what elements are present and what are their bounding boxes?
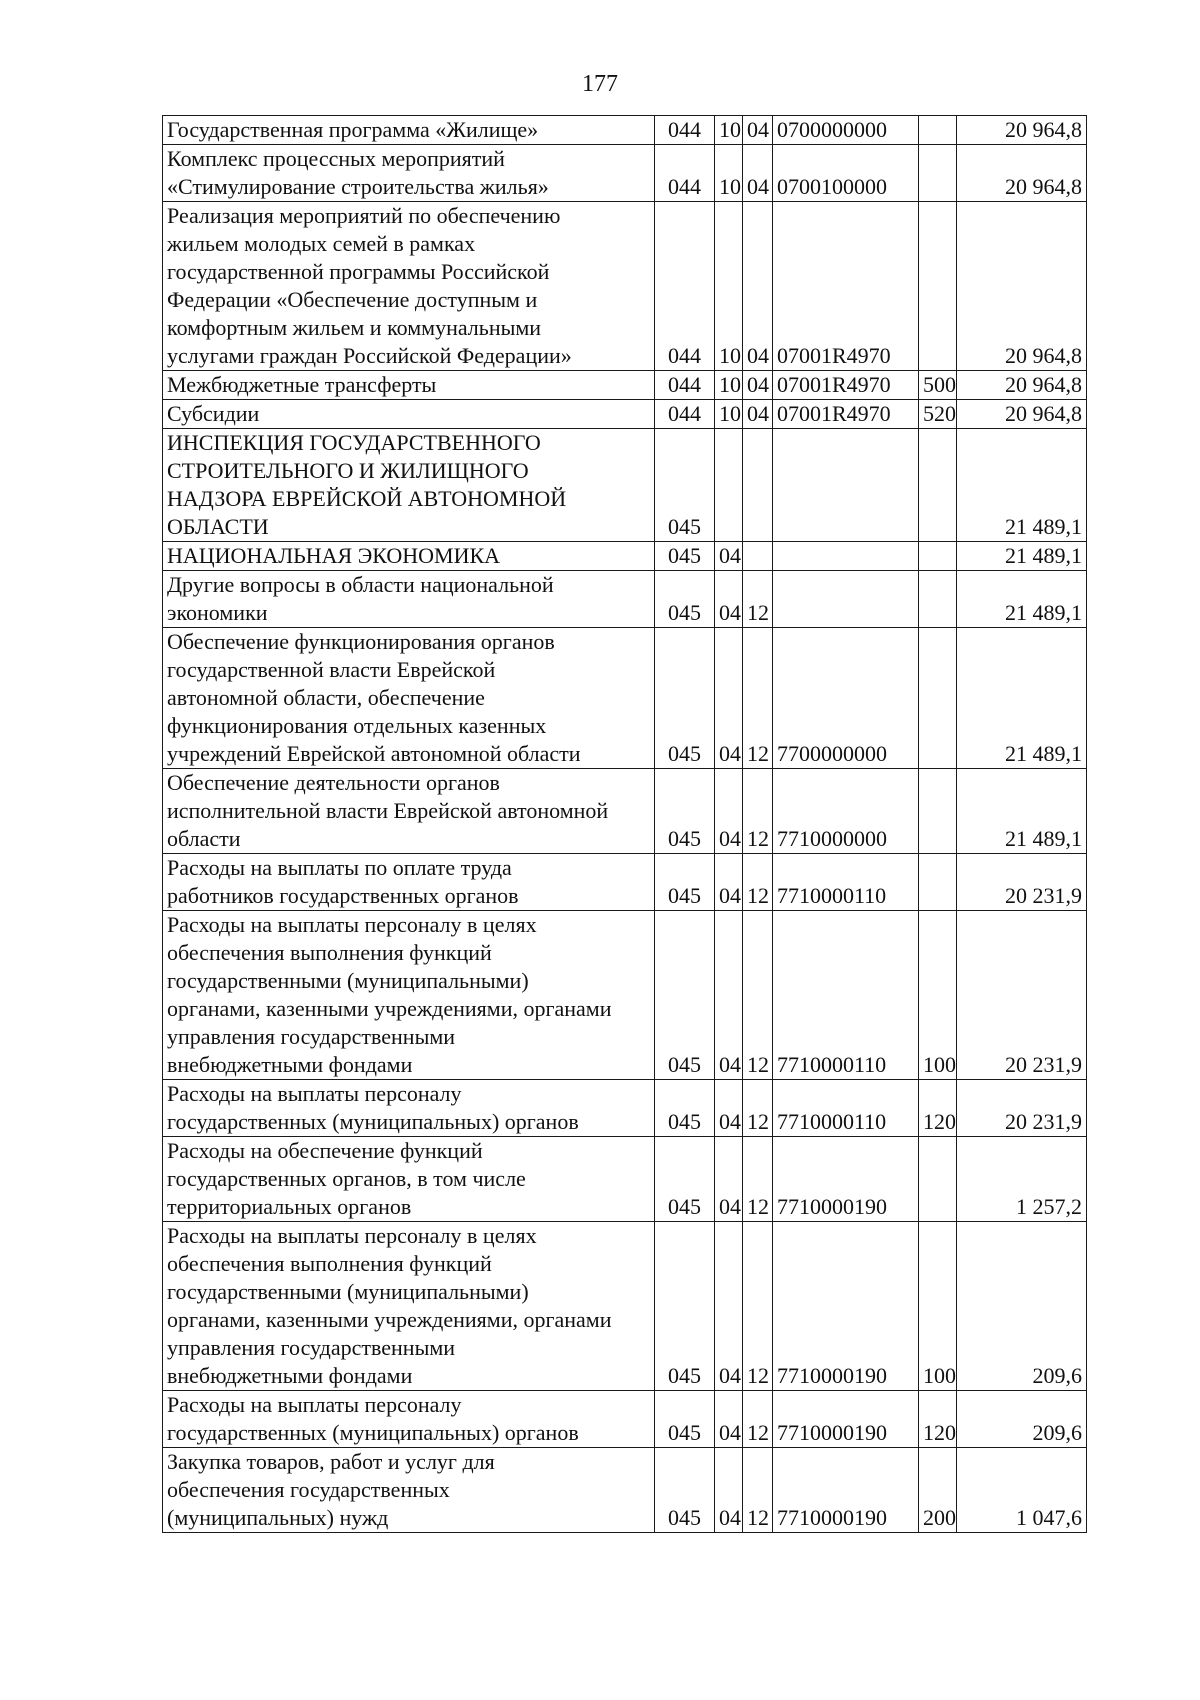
expense-type-cell: 520	[919, 400, 957, 429]
ministry-code-cell: 044	[655, 116, 715, 145]
ministry-code-cell: 044	[655, 400, 715, 429]
amount-cell: 20 964,8	[957, 116, 1087, 145]
ministry-code-cell: 045	[655, 571, 715, 628]
item-name-line: исполнительной власти Еврейской автономной	[167, 798, 609, 823]
item-name-line: территориальных органов	[167, 1194, 412, 1219]
target-article-cell: 07001R4970	[773, 202, 919, 371]
subsection-code-cell: 12	[743, 1391, 773, 1448]
ministry-code-cell: 045	[655, 854, 715, 911]
ministry-code-cell: 045	[655, 1391, 715, 1448]
amount-cell: 21 489,1	[957, 628, 1087, 769]
item-name-line: Межбюджетные трансферты	[167, 372, 437, 397]
item-name-line: комфортным жильем и коммунальными	[167, 315, 542, 340]
section-code-cell: 04	[715, 628, 743, 769]
amount-cell: 21 489,1	[957, 542, 1087, 571]
section-code-cell: 04	[715, 542, 743, 571]
target-article-cell: 7710000110	[773, 911, 919, 1080]
expense-type-cell: 120	[919, 1391, 957, 1448]
item-name-line: Субсидии	[167, 401, 260, 426]
section-code-cell: 04	[715, 769, 743, 854]
item-name-line: государственными (муниципальными)	[167, 1279, 529, 1304]
item-name-cell	[163, 371, 655, 400]
item-name-line: ИНСПЕКЦИЯ ГОСУДАРСТВЕННОГО	[167, 430, 541, 455]
item-name-line: Комплекс процессных мероприятий	[167, 146, 505, 171]
item-name-cell	[163, 571, 655, 628]
target-article-cell: 7710000190	[773, 1137, 919, 1222]
item-name-line: жильем молодых семей в рамках	[167, 231, 476, 256]
item-name-cell	[163, 542, 655, 571]
expense-type-cell	[919, 145, 957, 202]
table-row	[163, 116, 1087, 145]
target-article-cell: 7710000000	[773, 769, 919, 854]
item-name-line: экономики	[167, 600, 268, 625]
section-code-cell: 04	[715, 854, 743, 911]
section-code-cell: 04	[715, 1080, 743, 1137]
item-name-line: НАДЗОРА ЕВРЕЙСКОЙ АВТОНОМНОЙ	[167, 486, 567, 511]
ministry-code-cell: 044	[655, 145, 715, 202]
item-name-line: области	[167, 826, 241, 851]
amount-cell: 209,6	[957, 1391, 1087, 1448]
item-name-line: Расходы на выплаты персоналу	[167, 1081, 462, 1106]
expense-type-cell	[919, 429, 957, 542]
item-name-cell	[163, 1391, 655, 1448]
subsection-code-cell: 12	[743, 571, 773, 628]
table-row	[163, 371, 1087, 400]
subsection-code-cell: 12	[743, 1222, 773, 1391]
ministry-code-cell: 044	[655, 371, 715, 400]
table-row	[163, 1137, 1087, 1222]
item-name-cell	[163, 400, 655, 429]
item-name-line: государственными (муниципальными)	[167, 968, 529, 993]
amount-cell: 20 964,8	[957, 371, 1087, 400]
expense-type-cell	[919, 628, 957, 769]
section-code-cell: 04	[715, 911, 743, 1080]
amount-cell: 21 489,1	[957, 571, 1087, 628]
subsection-code-cell: 12	[743, 769, 773, 854]
item-name-line: Расходы на выплаты персоналу	[167, 1392, 462, 1417]
table-row	[163, 429, 1087, 542]
item-name-line: СТРОИТЕЛЬНОГО И ЖИЛИЩНОГО	[167, 458, 529, 483]
expense-type-cell: 100	[919, 911, 957, 1080]
target-article-cell: 7710000190	[773, 1448, 919, 1533]
item-name-line: обеспечения выполнения функций	[167, 1251, 492, 1276]
table-row	[163, 1448, 1087, 1533]
table-row	[163, 145, 1087, 202]
table-row	[163, 854, 1087, 911]
item-name-line: Реализация мероприятий по обеспечению	[167, 203, 561, 228]
item-name-line: Обеспечение деятельности органов	[167, 770, 500, 795]
item-name-line: (муниципальных) нужд	[167, 1505, 389, 1530]
ministry-code-cell: 045	[655, 542, 715, 571]
ministry-code-cell: 045	[655, 1448, 715, 1533]
target-article-cell: 7700000000	[773, 628, 919, 769]
item-name-line: государственной программы Российской	[167, 259, 550, 284]
subsection-code-cell	[743, 429, 773, 542]
item-name-line: учреждений Еврейской автономной области	[167, 741, 581, 766]
item-name-line: управления государственными	[167, 1024, 456, 1049]
expense-type-cell	[919, 542, 957, 571]
item-name-cell	[163, 1448, 655, 1533]
target-article-cell: 7710000190	[773, 1391, 919, 1448]
item-name-line: Расходы на выплаты по оплате труда	[167, 855, 512, 880]
expense-type-cell	[919, 202, 957, 371]
section-code-cell: 10	[715, 202, 743, 371]
item-name-line: государственных (муниципальных) органов	[167, 1109, 579, 1134]
expense-type-cell	[919, 571, 957, 628]
item-name-cell	[163, 202, 655, 371]
target-article-cell: 07001R4970	[773, 400, 919, 429]
amount-cell: 20 231,9	[957, 854, 1087, 911]
budget-table	[162, 115, 1087, 1533]
section-code-cell: 04	[715, 1448, 743, 1533]
item-name-line: функционирования отдельных казенных	[167, 713, 547, 738]
section-code-cell: 04	[715, 1137, 743, 1222]
target-article-cell: 7710000110	[773, 1080, 919, 1137]
item-name-cell	[163, 628, 655, 769]
subsection-code-cell: 12	[743, 1080, 773, 1137]
item-name-cell	[163, 429, 655, 542]
item-name-line: Расходы на выплаты персоналу в целях	[167, 1223, 537, 1248]
item-name-line: государственных органов, в том числе	[167, 1166, 526, 1191]
expense-type-cell	[919, 116, 957, 145]
item-name-line: органами, казенными учреждениями, органами	[167, 996, 612, 1021]
item-name-line: Другие вопросы в области национальной	[167, 572, 554, 597]
item-name-line: Федерации «Обеспечение доступным и	[167, 287, 538, 312]
amount-cell: 1 257,2	[957, 1137, 1087, 1222]
subsection-code-cell: 04	[743, 371, 773, 400]
expense-type-cell	[919, 854, 957, 911]
table-row	[163, 1080, 1087, 1137]
expense-type-cell: 120	[919, 1080, 957, 1137]
amount-cell: 1 047,6	[957, 1448, 1087, 1533]
budget-table-body	[163, 116, 1087, 1533]
table-row	[163, 1391, 1087, 1448]
section-code-cell: 04	[715, 1222, 743, 1391]
item-name-line: НАЦИОНАЛЬНАЯ ЭКОНОМИКА	[167, 543, 501, 568]
subsection-code-cell: 12	[743, 1448, 773, 1533]
item-name-line: государственных (муниципальных) органов	[167, 1420, 579, 1445]
amount-cell: 209,6	[957, 1222, 1087, 1391]
table-row	[163, 911, 1087, 1080]
section-code-cell: 10	[715, 116, 743, 145]
item-name-cell	[163, 1137, 655, 1222]
item-name-cell	[163, 769, 655, 854]
item-name-cell	[163, 116, 655, 145]
item-name-line: Обеспечение функционирования органов	[167, 629, 555, 654]
ministry-code-cell: 045	[655, 1137, 715, 1222]
item-name-cell	[163, 1080, 655, 1137]
table-row	[163, 1222, 1087, 1391]
subsection-code-cell: 04	[743, 202, 773, 371]
table-row	[163, 400, 1087, 429]
item-name-line: Расходы на обеспечение функций	[167, 1138, 483, 1163]
item-name-line: автономной области, обеспечение	[167, 685, 485, 710]
subsection-code-cell: 12	[743, 911, 773, 1080]
table-row	[163, 571, 1087, 628]
table-row	[163, 628, 1087, 769]
item-name-line: внебюджетными фондами	[167, 1052, 413, 1077]
table-row	[163, 769, 1087, 854]
item-name-line: услугами граждан Российской Федерации»	[167, 343, 572, 368]
ministry-code-cell: 045	[655, 911, 715, 1080]
ministry-code-cell: 045	[655, 429, 715, 542]
target-article-cell: 7710000110	[773, 854, 919, 911]
target-article-cell: 07001R4970	[773, 371, 919, 400]
target-article-cell: 7710000190	[773, 1222, 919, 1391]
amount-cell: 20 964,8	[957, 202, 1087, 371]
item-name-line: органами, казенными учреждениями, органами	[167, 1307, 612, 1332]
item-name-line: государственной власти Еврейской	[167, 657, 496, 682]
expense-type-cell	[919, 769, 957, 854]
section-code-cell: 10	[715, 145, 743, 202]
item-name-line: Государственная программа «Жилище»	[167, 117, 539, 142]
target-article-cell: 0700000000	[773, 116, 919, 145]
item-name-line: «Стимулирование строительства жилья»	[167, 174, 549, 199]
item-name-line: работников государственных органов	[167, 883, 519, 908]
section-code-cell: 04	[715, 571, 743, 628]
subsection-code-cell: 12	[743, 1137, 773, 1222]
target-article-cell: 0700100000	[773, 145, 919, 202]
expense-type-cell: 100	[919, 1222, 957, 1391]
ministry-code-cell: 045	[655, 1080, 715, 1137]
item-name-line: обеспечения государственных	[167, 1477, 450, 1502]
expense-type-cell: 500	[919, 371, 957, 400]
target-article-cell	[773, 429, 919, 542]
item-name-line: обеспечения выполнения функций	[167, 940, 492, 965]
section-code-cell: 10	[715, 400, 743, 429]
section-code-cell: 04	[715, 1391, 743, 1448]
item-name-cell	[163, 145, 655, 202]
target-article-cell	[773, 542, 919, 571]
item-name-cell	[163, 1222, 655, 1391]
amount-cell: 21 489,1	[957, 769, 1087, 854]
subsection-code-cell: 12	[743, 628, 773, 769]
subsection-code-cell: 04	[743, 145, 773, 202]
table-row	[163, 542, 1087, 571]
amount-cell: 20 964,8	[957, 400, 1087, 429]
amount-cell: 20 964,8	[957, 145, 1087, 202]
item-name-line: Закупка товаров, работ и услуг для	[167, 1449, 495, 1474]
item-name-cell	[163, 911, 655, 1080]
ministry-code-cell: 045	[655, 1222, 715, 1391]
section-code-cell	[715, 429, 743, 542]
section-code-cell: 10	[715, 371, 743, 400]
ministry-code-cell: 044	[655, 202, 715, 371]
amount-cell: 20 231,9	[957, 1080, 1087, 1137]
subsection-code-cell: 12	[743, 854, 773, 911]
ministry-code-cell: 045	[655, 628, 715, 769]
page-number: 177	[582, 71, 618, 97]
amount-cell: 20 231,9	[957, 911, 1087, 1080]
ministry-code-cell: 045	[655, 769, 715, 854]
target-article-cell	[773, 571, 919, 628]
amount-cell: 21 489,1	[957, 429, 1087, 542]
item-name-line: ОБЛАСТИ	[167, 514, 269, 539]
table-row	[163, 202, 1087, 371]
subsection-code-cell	[743, 542, 773, 571]
subsection-code-cell: 04	[743, 400, 773, 429]
item-name-line: управления государственными	[167, 1335, 456, 1360]
item-name-line: внебюджетными фондами	[167, 1363, 413, 1388]
item-name-line: Расходы на выплаты персоналу в целях	[167, 912, 537, 937]
item-name-cell	[163, 854, 655, 911]
subsection-code-cell: 04	[743, 116, 773, 145]
expense-type-cell: 200	[919, 1448, 957, 1533]
expense-type-cell	[919, 1137, 957, 1222]
